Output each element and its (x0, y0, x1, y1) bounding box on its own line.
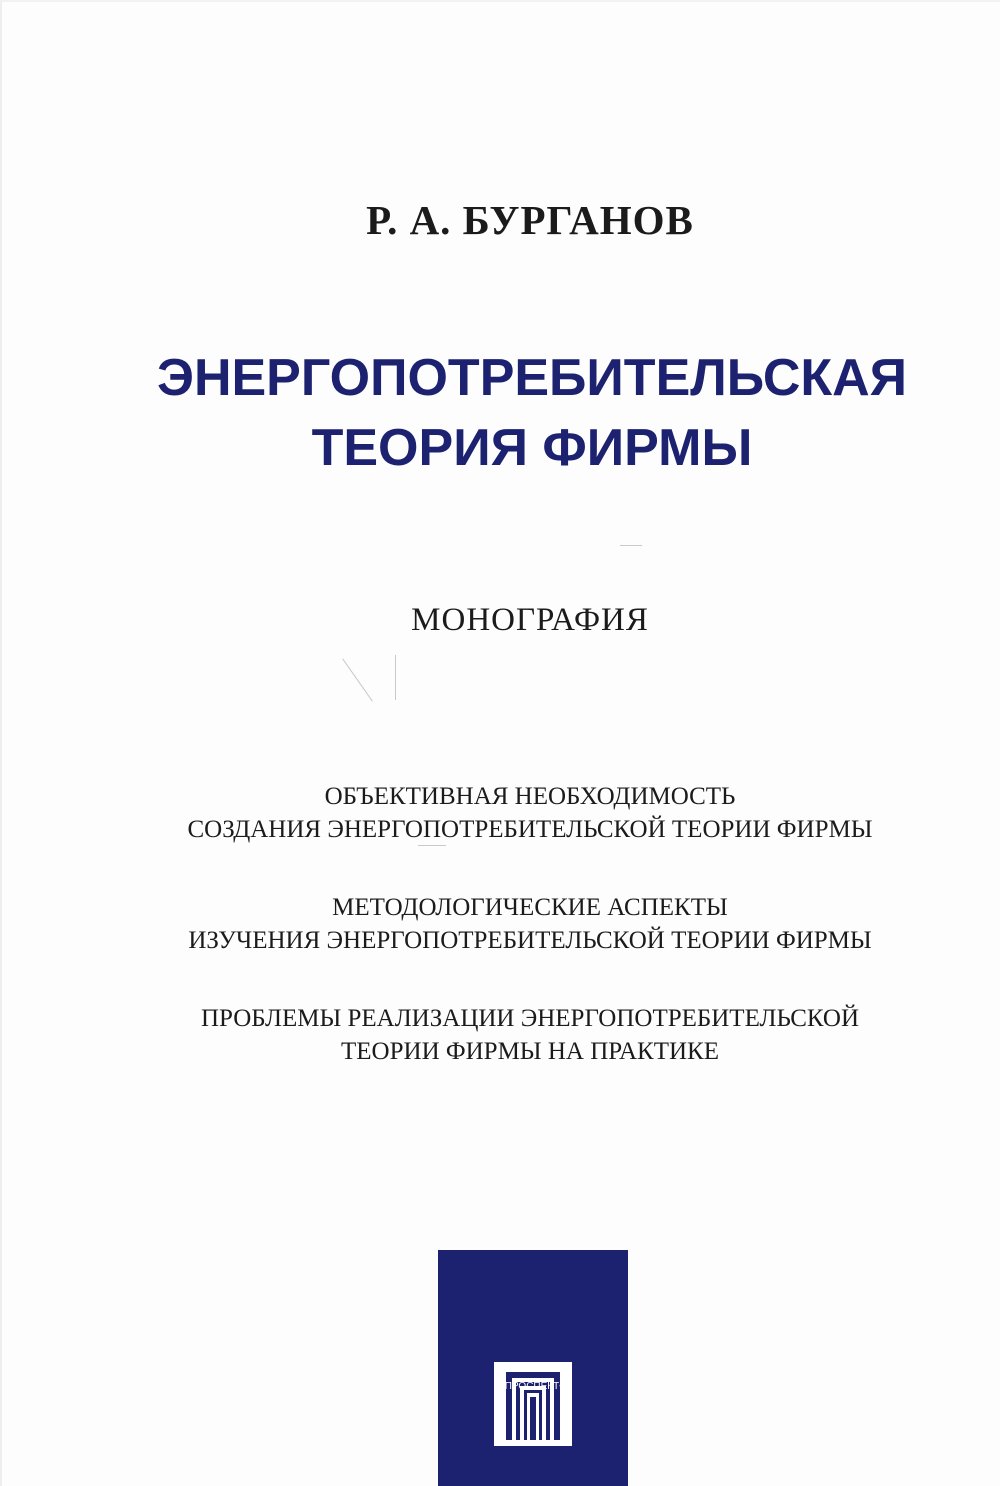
topic-item (0, 1002, 1000, 1068)
topics-list (0, 780, 1000, 1113)
topic-line: СОЗДАНИЯ ЭНЕРГОПОТРЕБИТЕЛЬСКОЙ ТЕОРИИ ФИРМЫ (187, 816, 873, 843)
topic-line: ОБЪЕКТИВНАЯ НЕОБХОДИМОСТЬ (324, 783, 736, 810)
cover-scuff (342, 658, 373, 701)
topic-line: ПРОБЛЕМЫ РЕАЛИЗАЦИИ ЭНЕРГОПОТРЕБИТЕЛЬСКОЙ (200, 1005, 860, 1032)
topic-line: ИЗУЧЕНИЯ ЭНЕРГОПОТРЕБИТЕЛЬСКОЙ ТЕОРИИ ФИРМЫ (188, 927, 872, 954)
book-title-line-1: ЭНЕРГОПОТРЕБИТЕЛЬСКАЯ (156, 349, 908, 407)
cover-scuff (395, 655, 396, 700)
topic-item (0, 891, 1000, 957)
arch-doorway-icon (494, 1362, 572, 1446)
topic-item (0, 780, 1000, 846)
book-title-line-2: ТЕОРИЯ ФИРМЫ (311, 419, 753, 477)
topic-line: МЕТОДОЛОГИЧЕСКИЕ АСПЕКТЫ (332, 894, 728, 921)
publisher-block (438, 1250, 628, 1486)
cover-scuff (620, 545, 642, 546)
book-title (0, 343, 1000, 483)
topic-line: ТЕОРИИ ФИРМЫ НА ПРАКТИКЕ (341, 1038, 719, 1065)
genre-label: МОНОГРАФИЯ (411, 602, 649, 638)
author-name: Р. А. БУРГАНОВ (366, 197, 694, 243)
publisher-name: •ПРОСПЕКТ• (501, 1381, 563, 1392)
